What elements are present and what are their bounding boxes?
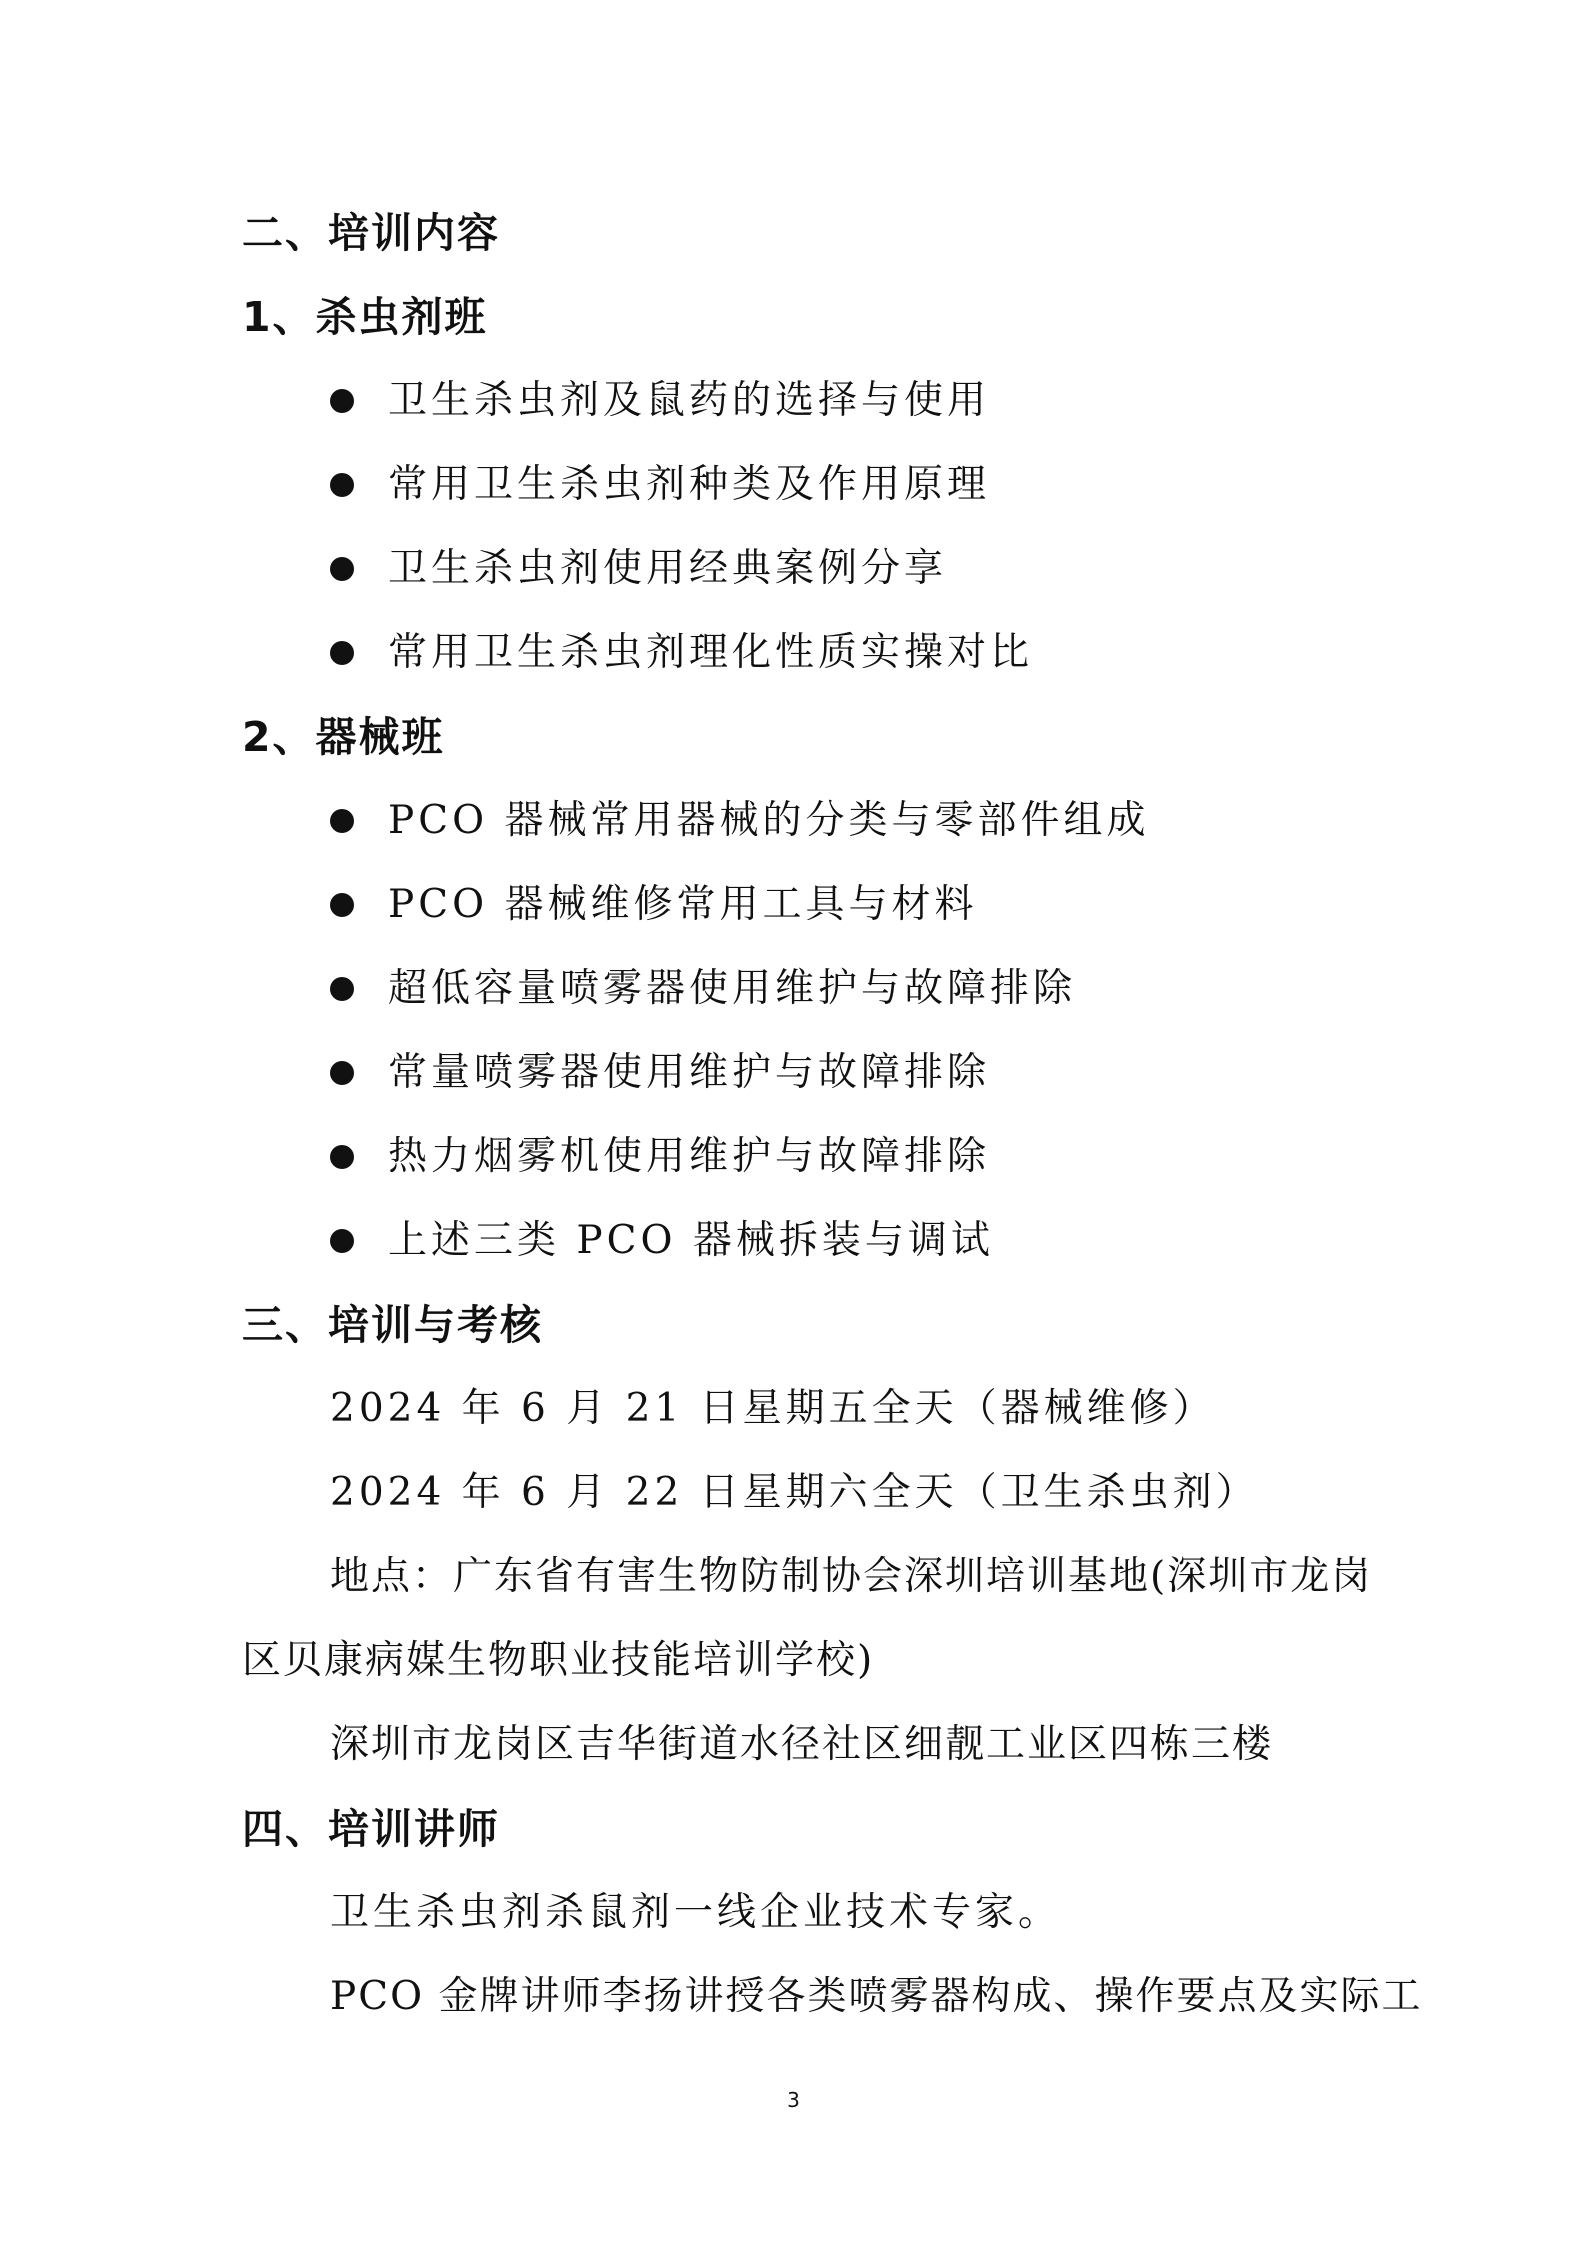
bullet-icon (330, 473, 354, 497)
list-item (330, 1048, 990, 1098)
list-item (330, 880, 977, 930)
list-item-text: PCO 器械常用器械的分类与零部件组成 (388, 798, 1150, 843)
list-item (330, 544, 947, 594)
training-date-2: 2024 年 6 月 22 日星期六全天（卫生杀虫剂） (330, 1470, 1259, 1515)
list-item (330, 1132, 990, 1182)
bullet-icon (330, 1145, 354, 1169)
list-item (330, 964, 1076, 1014)
section-3-heading: 三、培训与考核 (242, 1301, 543, 1349)
bullet-icon (330, 389, 354, 413)
list-item (330, 1216, 994, 1266)
list-item-text: 超低容量喷雾器使用维护与故障排除 (388, 966, 1077, 1011)
section-4-heading: 四、培训讲师 (242, 1805, 500, 1853)
list-item (330, 460, 990, 510)
location-line-2: 区贝康病媒生物职业技能培训学校) (242, 1638, 875, 1683)
list-item-text: PCO 器械维修常用工具与材料 (388, 882, 978, 927)
subsection-2-heading: 2、器械班 (242, 713, 445, 761)
list-item (330, 376, 990, 426)
bullet-icon (330, 1061, 354, 1085)
address-line: 深圳市龙岗区吉华街道水径社区细靓工业区四栋三楼 (330, 1722, 1274, 1767)
location-line-1: 地点：广东省有害生物防制协会深圳培训基地(深圳市龙岗 (330, 1554, 1373, 1599)
section-2-heading: 二、培训内容 (242, 209, 500, 257)
training-date-1: 2024 年 6 月 21 日星期五全天（器械维修） (330, 1386, 1216, 1431)
bullet-icon (330, 1229, 354, 1253)
list-item-text: 常量喷雾器使用维护与故障排除 (388, 1050, 991, 1095)
list-item-text: 卫生杀虫剂使用经典案例分享 (388, 546, 948, 591)
list-item (330, 796, 1149, 846)
subsection-1-heading: 1、杀虫剂班 (242, 293, 488, 341)
lecturer-line-1: 卫生杀虫剂杀鼠剂一线企业技术专家。 (330, 1890, 1062, 1935)
bullet-icon (330, 641, 354, 665)
list-item-text: 常用卫生杀虫剂种类及作用原理 (388, 462, 991, 507)
bullet-icon (330, 809, 354, 833)
bullet-icon (330, 893, 354, 917)
bullet-icon (330, 977, 354, 1001)
list-item-text: 常用卫生杀虫剂理化性质实操对比 (388, 630, 1034, 675)
list-item-text: 热力烟雾机使用维护与故障排除 (388, 1134, 991, 1179)
list-item (330, 628, 1033, 678)
bullet-icon (330, 557, 354, 581)
list-item-text: 卫生杀虫剂及鼠药的选择与使用 (388, 378, 991, 423)
list-item-text: 上述三类 PCO 器械拆装与调试 (388, 1218, 994, 1263)
lecturer-line-2: PCO 金牌讲师李扬讲授各类喷雾器构成、操作要点及实际工 (330, 1974, 1423, 2019)
page-number: 3 (787, 2088, 800, 2112)
